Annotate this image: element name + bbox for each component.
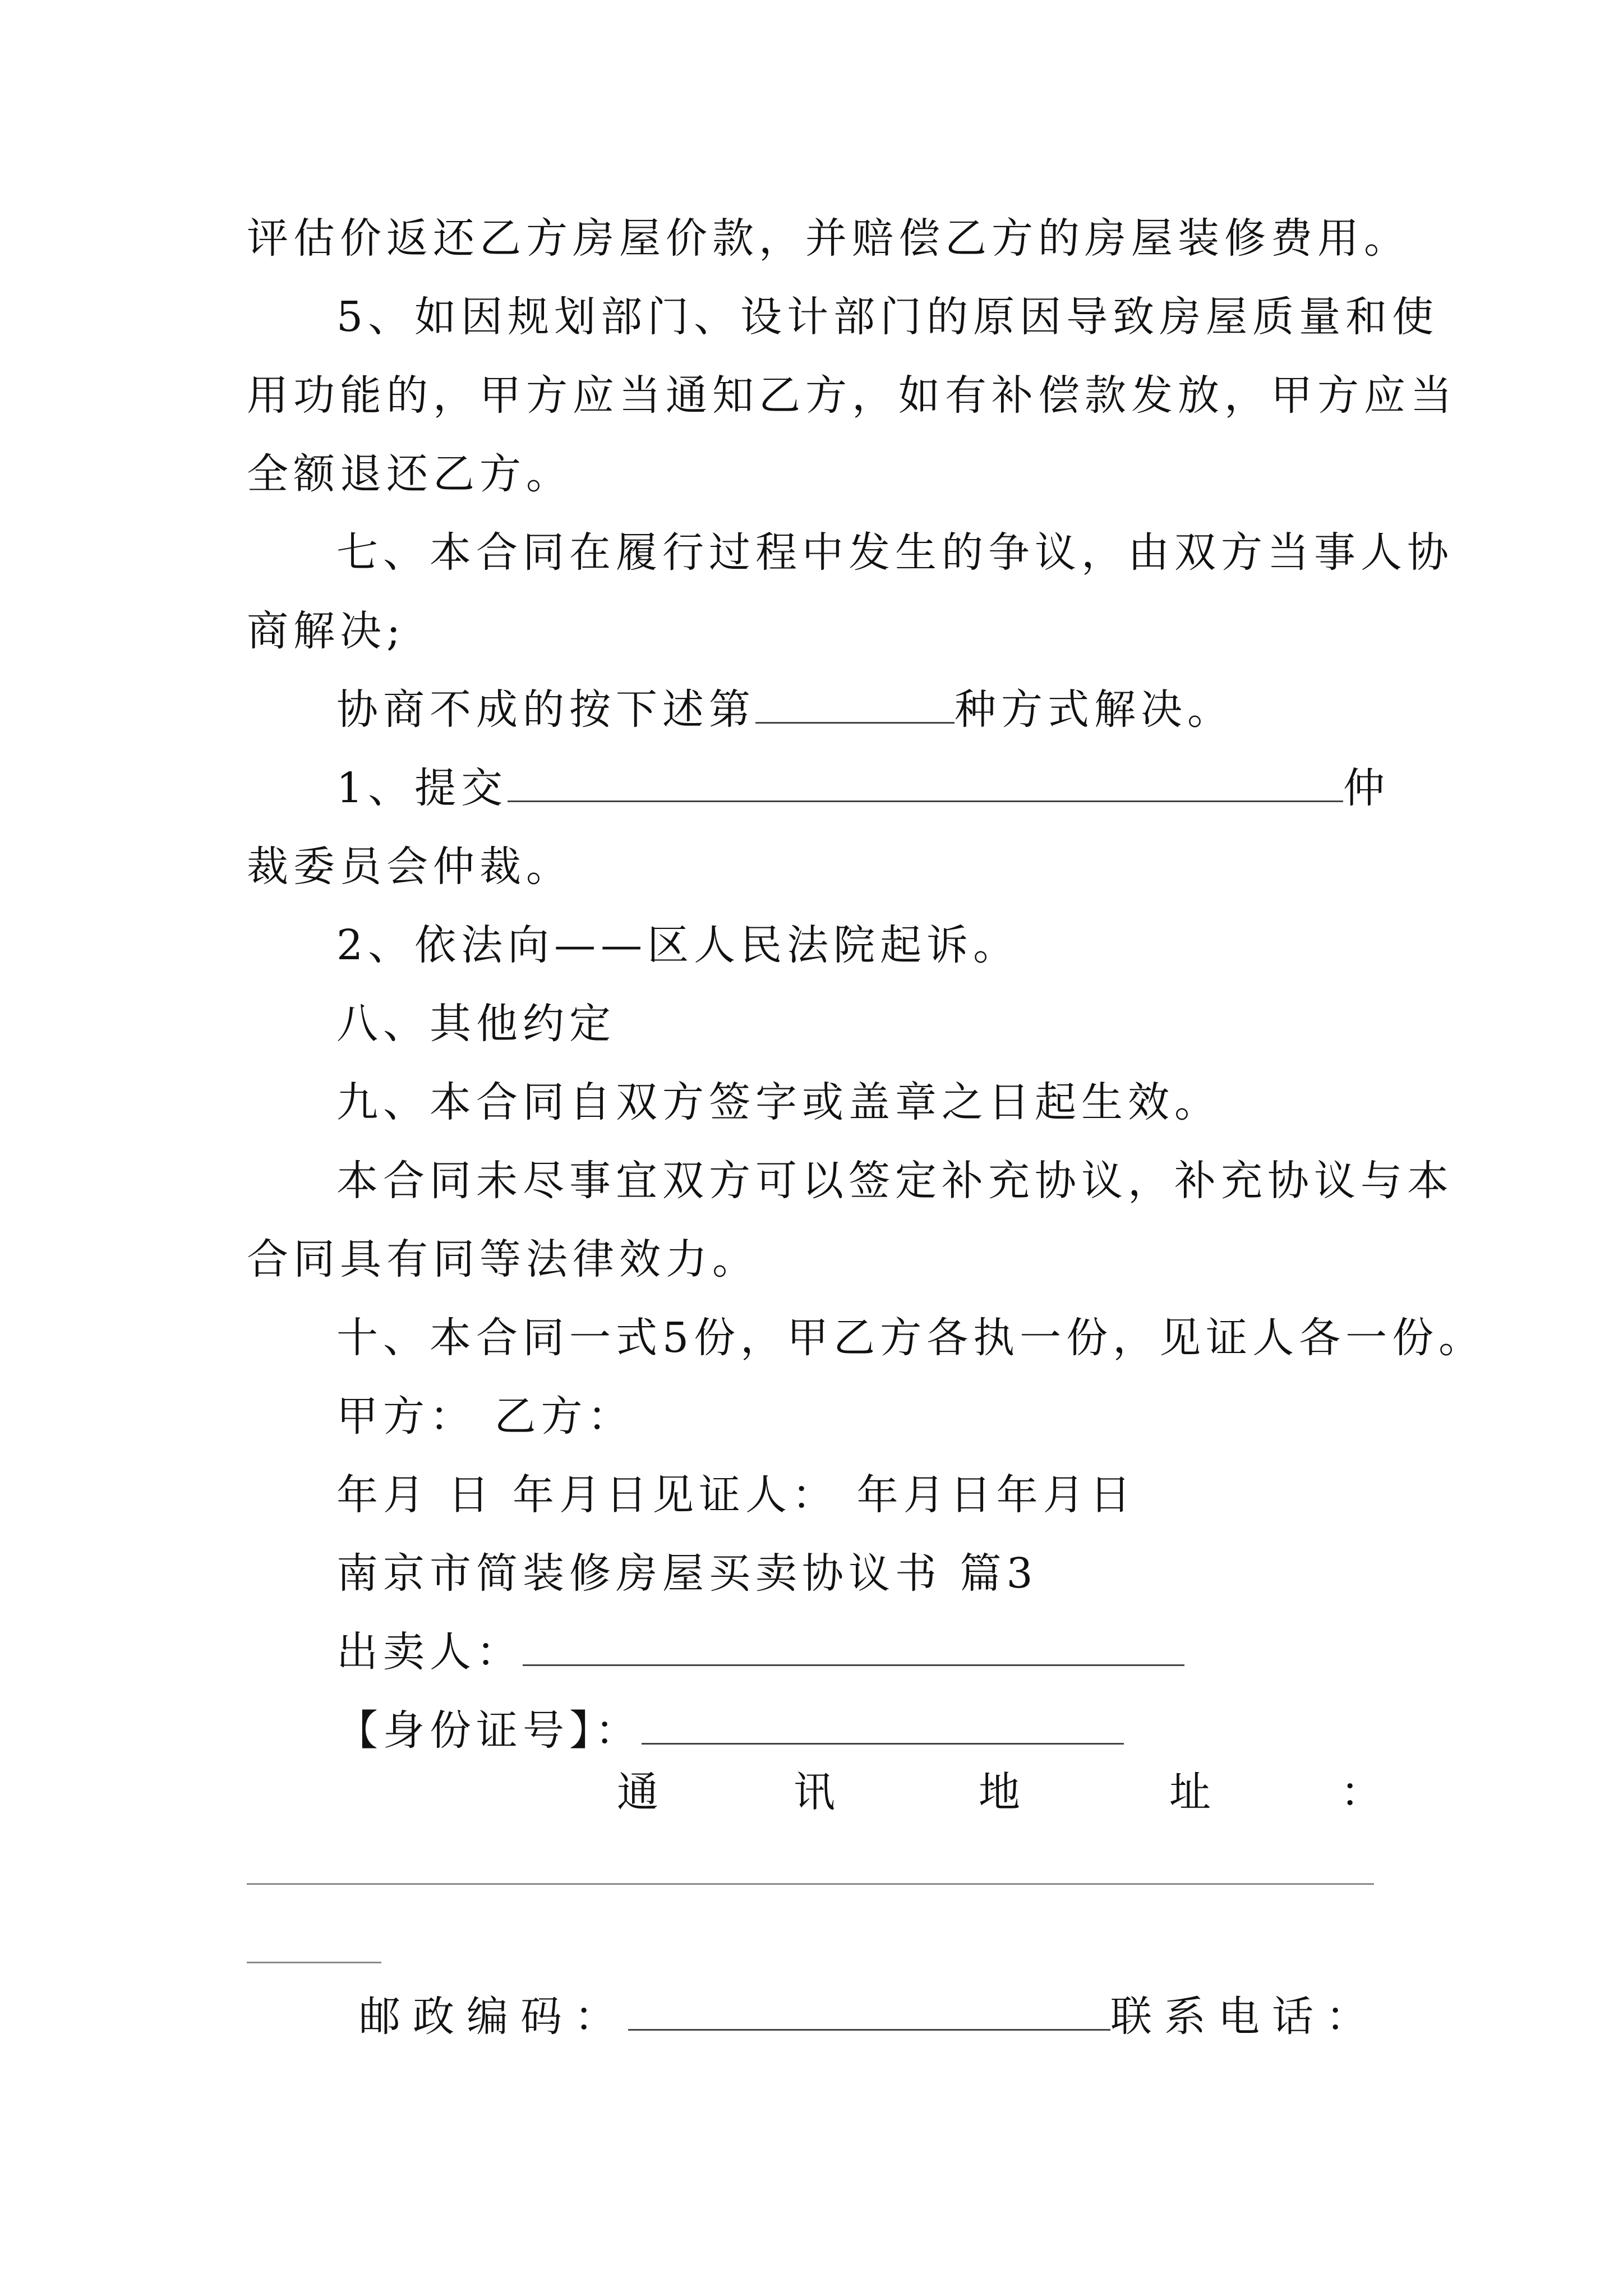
- address-blank-continuation: [247, 1962, 381, 1963]
- text-segment: 仲: [1343, 764, 1390, 812]
- text-line: 商解决;: [247, 607, 405, 655]
- seller-label: 出卖人：: [336, 1628, 523, 1676]
- seller-blank: [523, 1630, 1184, 1666]
- phone-label: 联系电话：: [1110, 1993, 1380, 2041]
- text-line: 本合同未尽事宜双方可以签定补充协议，补充协议与本: [336, 1157, 1454, 1205]
- id-number-blank: [642, 1708, 1124, 1745]
- id-number-line: [336, 1703, 1124, 1759]
- address-char-4: 址: [1169, 1768, 1211, 1816]
- id-number-label: 【身份证号】：: [336, 1706, 642, 1755]
- text-line: 2、依法向——区人民法院起诉。: [336, 921, 1020, 969]
- address-blank-line: [247, 1883, 1374, 1885]
- text-line: 评估价返还乙方房屋价款，并赔偿乙方的房屋装修费用。: [247, 214, 1410, 263]
- address-char-2: 讯: [794, 1768, 835, 1816]
- arbitration-body-blank: [508, 766, 1343, 802]
- text-segment: 种方式解决。: [955, 685, 1234, 734]
- text-line: 合同具有同等法律效力。: [247, 1235, 759, 1283]
- text-line: 全额退还乙方。: [247, 450, 573, 498]
- text-line: 裁委员会仲裁。: [247, 843, 573, 891]
- postal-code-blank: [628, 1994, 1110, 2031]
- contact-line: [359, 1989, 1380, 2045]
- address-char-3: 地: [979, 1768, 1020, 1816]
- postal-code-label: 邮政编码：: [359, 1993, 628, 2041]
- section-title: 南京市简装修房屋买卖协议书 篇3: [336, 1549, 1038, 1598]
- method-number-blank: [755, 687, 955, 724]
- address-char-5: ：: [1340, 1768, 1382, 1816]
- arbitration-line: [336, 760, 1390, 816]
- text-line: 十、本合同一式5份，甲乙方各执一份，见证人各一份。: [336, 1314, 1486, 1362]
- signature-parties: 甲方： 乙方：: [336, 1392, 634, 1441]
- address-char-1: 通: [617, 1768, 658, 1816]
- text-line: 八、其他约定: [336, 1000, 616, 1048]
- text-line: 七、本合同在履行过程中发生的争议，由双方当事人协: [336, 528, 1454, 577]
- text-line: 5、如因规划部门、设计部门的原因导致房屋质量和使: [336, 293, 1439, 341]
- seller-line: [336, 1624, 1184, 1680]
- text-segment: 1、提交: [336, 764, 508, 812]
- text-segment: 协商不成的按下述第: [336, 685, 755, 734]
- dispute-method-line: [336, 682, 1234, 738]
- text-line: 九、本合同自双方签字或盖章之日起生效。: [336, 1078, 1221, 1126]
- text-line: 用功能的，甲方应当通知乙方，如有补偿款发放，甲方应当: [247, 371, 1457, 420]
- signature-dates: 年月 日 年月日见证人： 年月日年月日: [336, 1471, 1136, 1519]
